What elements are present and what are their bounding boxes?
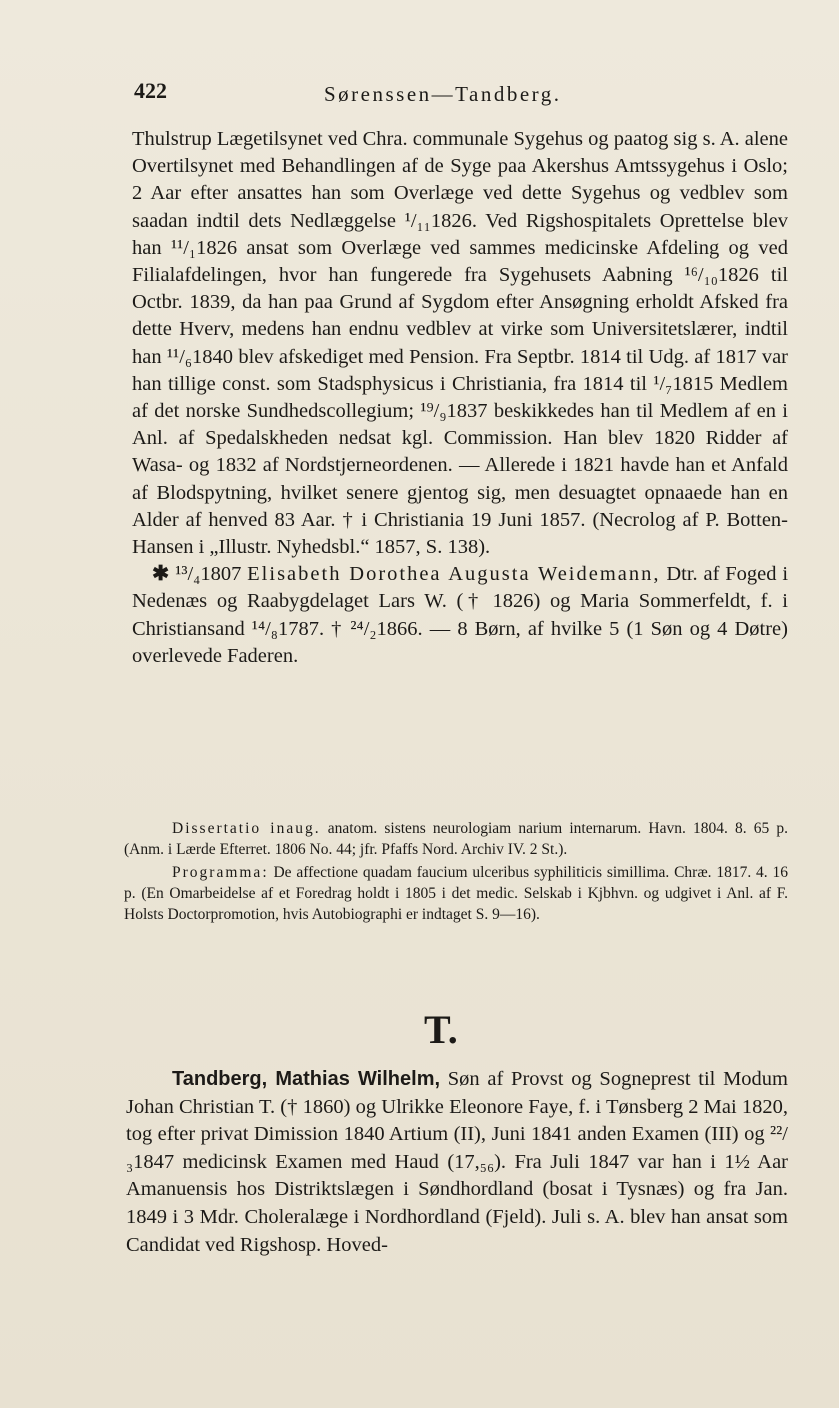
page-number: 422 [134, 78, 167, 103]
entry-text: Søn af Provst og Sogneprest til Modum Johan Christian T. († 1860) og Ulrikke Eleonore Faye, f. i Tønsberg 2 Mai 1820, tog efter privat Dimission 1840 Artium (II), Juni 1841 anden Examen (III) og ²²/₃1847 medicinsk Examen med Haud (17,₅₆). Fra Juli 1847 var han i 1½ Aar Amanuensis hos Distriktslægen i Søndhordland (bosat i Tysnæs) og fra Jan. 1849 i 3 Mdr. Choleralæge i Nordhordland (Fjeld). Juli s. A. blev han ansat som Candidat ved Rigshosp. Hoved- [126, 1068, 788, 1256]
body-paragraph: Thulstrup Lægetilsynet ved Chra. communale Sygehus og paatog sig s. A. alene Overtilsynet med Behandlingen af de Syge paa Akershus Amtssygehus i Oslo; 2 Aar efter ansattes han som Overlæge ved dette Sygehus og vedblev som saadan indtil dets Nedlæggelse ¹/₁₁1826. Ved Rigshospitalets Oprettelse blev han ¹¹/₁1826 ansat som Overlæge ved sammes medicinske Afdeling og ved Filialafdelingen, hvor han fungerede fra Sygehusets Aabning ¹⁶/₁₀1826 til Octbr. 1839, da han paa Grund af Sygdom efter Ansøgning erholdt Afsked fra dette Hverv, medens han endnu vedblev at virke som Universitetslærer, indtil han ¹¹/₆1840 blev afskediget med Pension. Fra Septbr. 1814 til Udg. af 1817 var han tillige const. som Stadsphysicus i Christiania, fra 1814 til ¹/₇1815 Medlem af det norske Sundhedscollegium; ¹⁹/₉1837 beskikkedes han til Medlem af en i Anl. af Spedalskheden nedsat kgl. Commission. Han blev 1820 Ridder af Wasa- og 1832 af Nordstjerneordenen. — Allerede i 1821 havde han et Anfald af Blodspytning, hvilket senere gjentog sig, men desuagtet opnaaede han en Alder af henved 83 Aar. † i Christiania 19 Juni 1857. (Necrolog af P. Botten-Hansen i „Illustr. Nyhedsbl.“ 1857, S. 138). [132, 128, 788, 559]
bibliography-note [124, 818, 788, 860]
marriage-date: ¹³/₄1807 [175, 563, 242, 586]
biography-entry [126, 1066, 788, 1259]
note-label: Programma: [172, 864, 269, 881]
marriage-star-symbol: ✱ [152, 563, 170, 586]
bibliography-notes [124, 818, 788, 927]
bibliography-note [124, 862, 788, 925]
marriage-text: Dtr. af Foged i Nedenæs og Raabygdelaget Lars W. († 1826) og Maria Sommerfeldt, f. i Christiansand ¹⁴/₈1787. † ²⁴/₂1866. — 8 Børn, af hvilke 5 (1 Søn og 4 Døtre) overlevede Faderen. [132, 563, 789, 667]
marriage-paragraph [132, 561, 788, 670]
note-label: Dissertatio inaug. [172, 820, 321, 837]
biography-continuation [132, 126, 788, 670]
section-letter-heading: T. [424, 1007, 458, 1052]
spouse-name: Elisabeth Dorothea Augusta Weidemann, [247, 563, 661, 586]
running-head: Sørenssen—Tandberg. [324, 82, 562, 106]
note-text: anatom. sistens neurologiam narium internarum. Havn. 1804. 8. 65 p. (Anm. i Lærde Efterret. 1806 No. 44; jfr. Pfaffs Nord. Archiv IV. 2 St.). [124, 820, 789, 858]
note-text: De affectione quadam faucium ulceribus syphiliticis simillima. Chræ. 1817. 4. 16 p. (En Omarbeidelse af et Foredrag holdt i 1805 i det medic. Selskab i Kjbhvn. og udgivet i Anl. af F. Holsts Doctorpromotion, hvis Autobiographi er indtaget S. 9—16). [124, 864, 789, 923]
page-header [128, 78, 788, 112]
entry-paragraph [126, 1066, 788, 1259]
entry-name: Tandberg, Mathias Wilhelm, [172, 1068, 441, 1090]
